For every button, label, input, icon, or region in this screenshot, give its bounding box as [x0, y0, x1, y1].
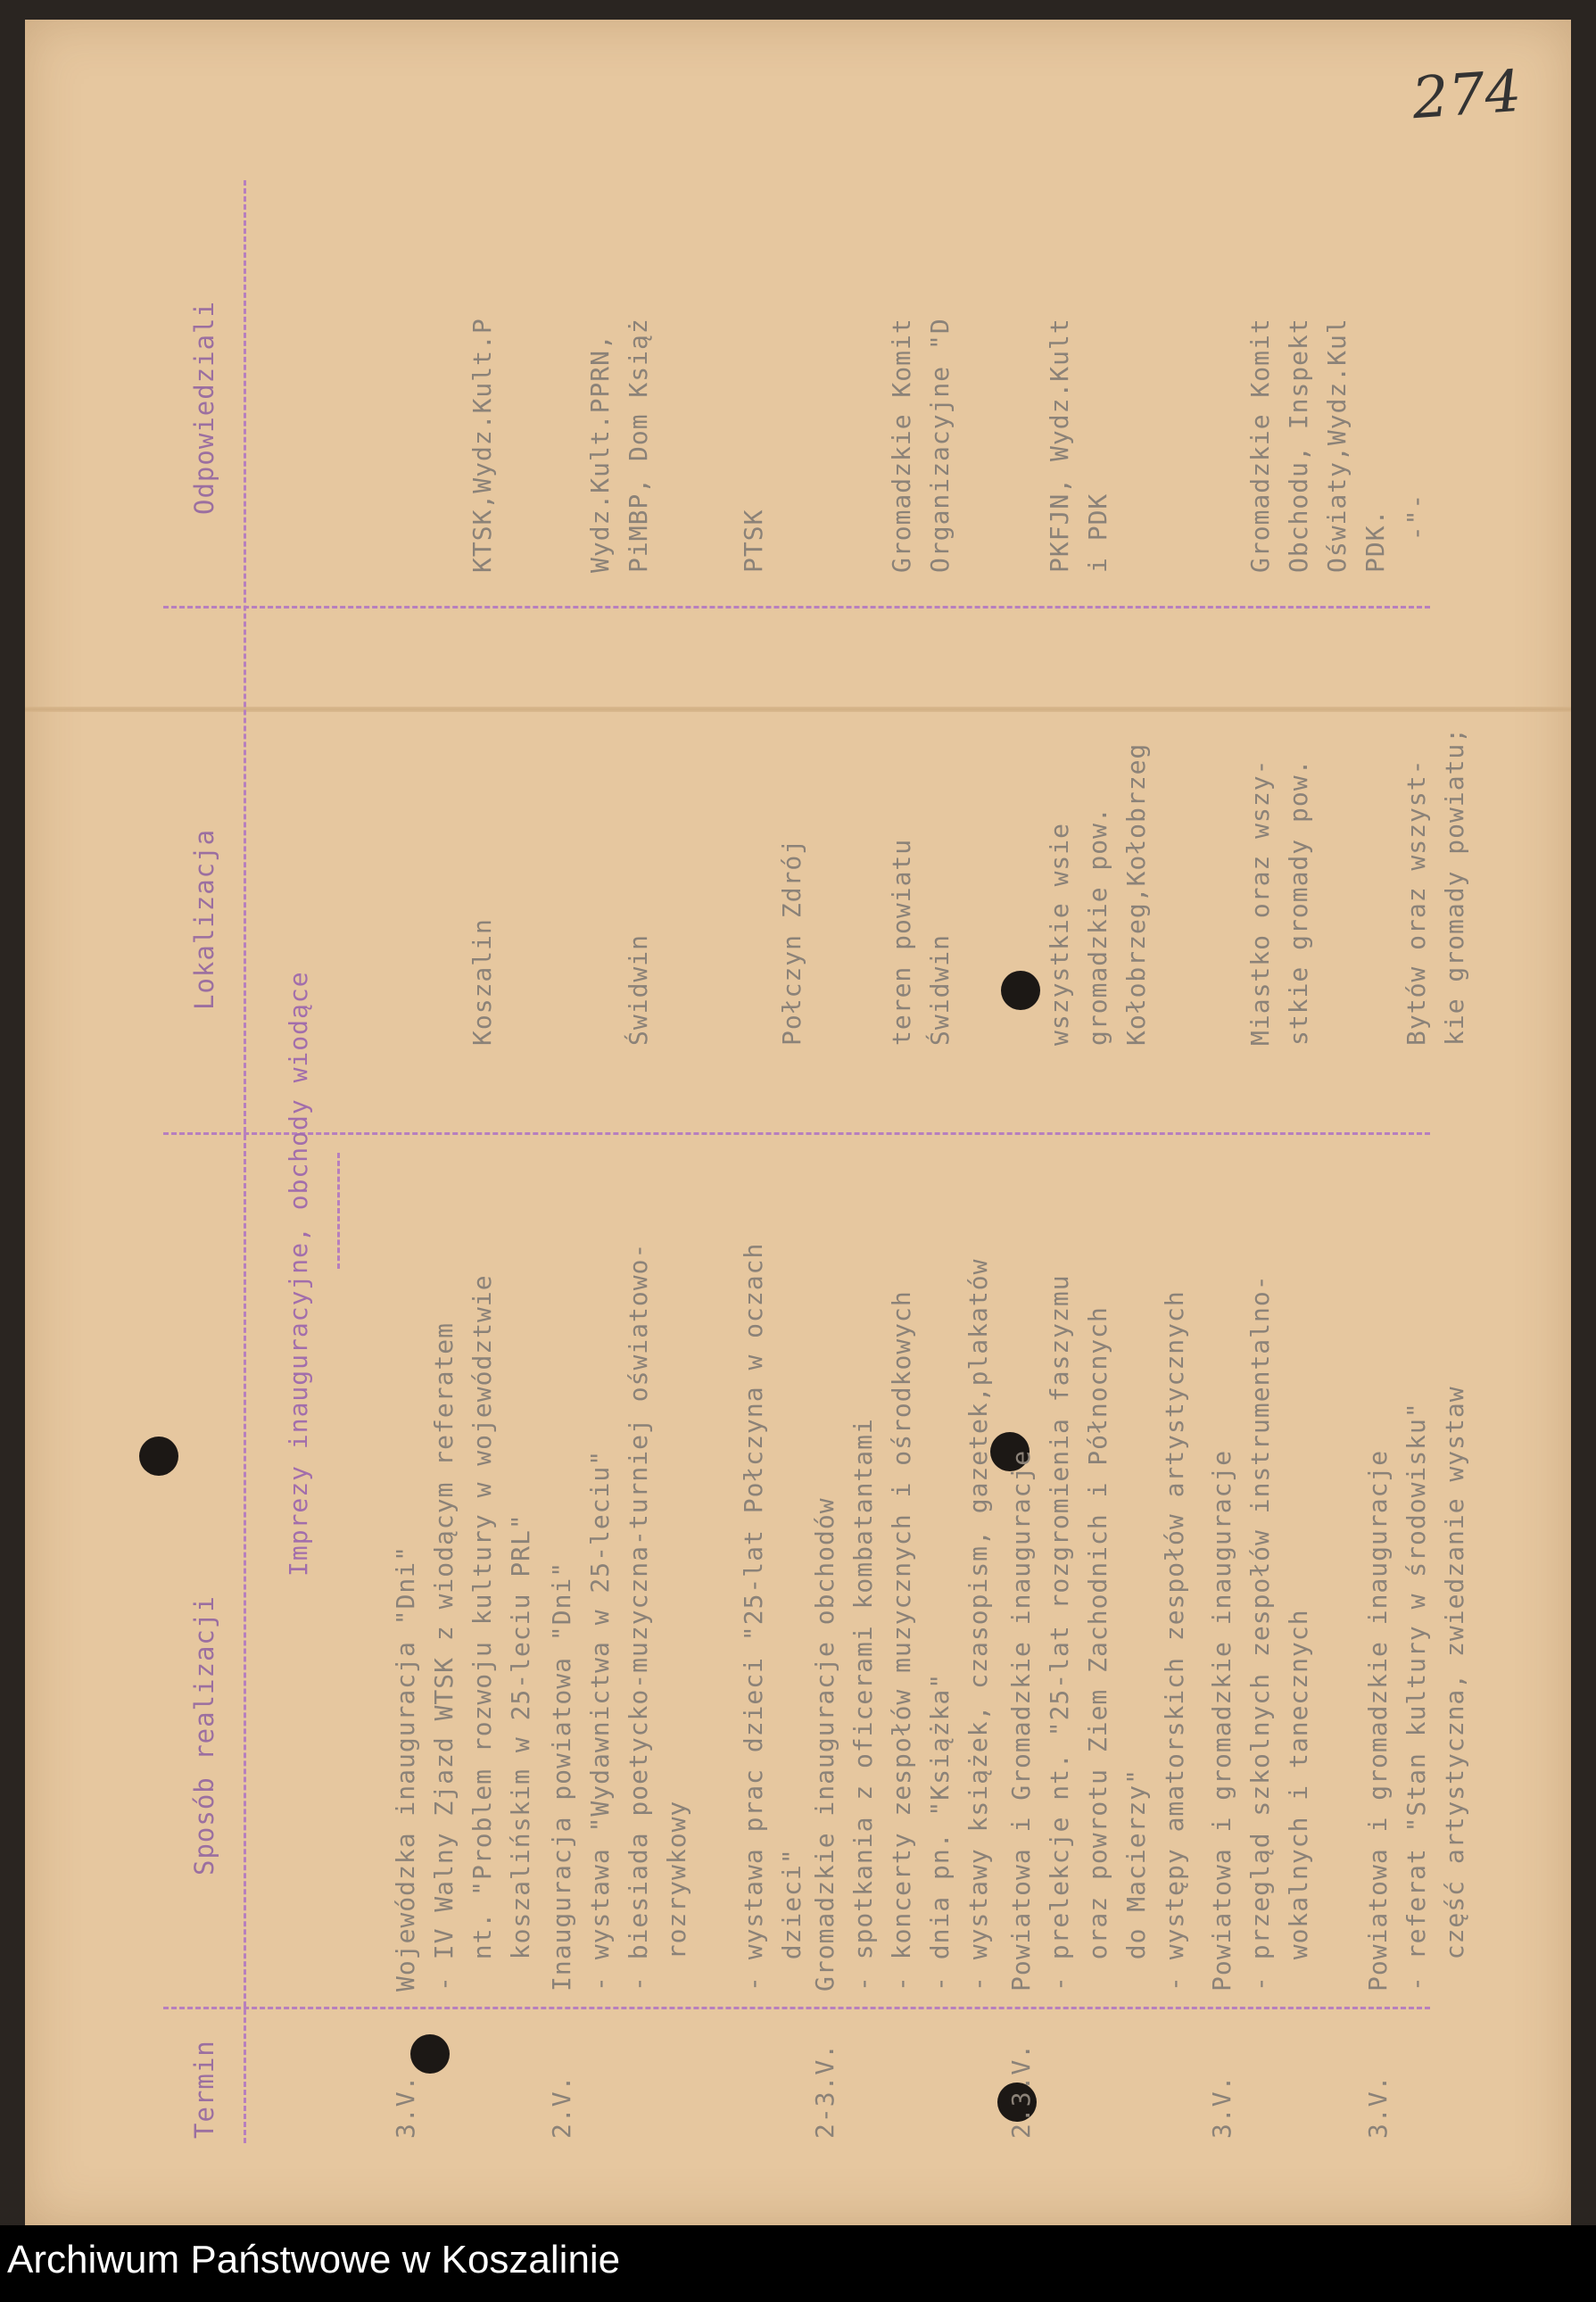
row-2-termin: 2.V. — [547, 2074, 576, 2139]
document-scan — [25, 20, 1571, 2225]
row-5-termin: 3.V. — [1207, 2074, 1236, 2139]
page-number: 274 — [1410, 58, 1524, 133]
archive-name: Archiwum Państwowe w Koszalinie — [7, 2238, 621, 2281]
row-6-sposob: Powiatowa i gromadzkie inauguracje - referat "Stan kultury w środowisku" część artystyczna, zwiedzanie wystaw — [1363, 1386, 1469, 1991]
header-sposob: Sposób realizacji — [189, 1595, 219, 1876]
row-2-odpowiedzialni: Wydz.Kult.PPRN, PiMBP, Dom Książ PTSK — [585, 318, 768, 573]
section-title: Imprezy inauguracyjne, obchody wiodące — [284, 971, 313, 1577]
row-2-lokalizacja: Świdwin Połczyn Zdrój — [624, 838, 806, 1046]
row-2-sposob: Inauguracja powiatowa "Dni" - wystawa "Wydawnictwa w 25-leciu" - biesiada poetycko-muzyczna-turniej oświatowo- rozrywkowy - wystawa prac dzieci "25-lat Połczyna w oczach dzieci" — [547, 1242, 806, 1991]
header-odpowiedzialni: Odpowiedziali — [189, 301, 219, 515]
header-termin: Termin — [189, 2040, 219, 2139]
row-1-lokalizacja: Koszalin — [467, 918, 497, 1046]
column-divider — [163, 2007, 1430, 2009]
row-5-lokalizacja: Miastko oraz wszy- stkie gromady pow. — [1245, 758, 1313, 1046]
row-3-lokalizacja: teren powiatu Świdwin — [887, 838, 955, 1046]
row-3-odpowiedzialni: Gromadzkie Komit Organizacyjne "D — [887, 318, 955, 573]
header-rule — [244, 180, 246, 2143]
row-4-odpowiedzialni: PKFJN, Wydz.Kult i PDK — [1045, 318, 1112, 573]
row-1-sposob: Wojewódzka inauguracja "Dni" - IV Walny Zjazd WTSK z wiodącym referatem nt. "Problem rozwoju kultury w województwie koszalińskim w 25-leciu PRL" — [391, 1274, 535, 1991]
archive-footer-bar — [0, 2225, 1596, 2302]
row-6-termin: 3.V. — [1363, 2074, 1393, 2139]
row-4-sposob: Powiatowa i Gromadzkie inauguracje - prelekcje nt. "25-lat rozgromienia faszyzmu oraz powrotu Ziem Zachodnich i Północnych do Macierzy" - występy amatorskich zespołów artystycznych — [1006, 1274, 1189, 1991]
row-3-termin: 2-3.V. — [810, 2042, 839, 2139]
row-3-sposob: Gromadzkie inauguracje obchodów - spotkania z oficerami kombatantami - koncerty zespołów muzycznych i ośrodkowych - dnia pn. "Książka" - wystawy książek, czasopism, gazetek,plakatów — [810, 1258, 993, 1991]
title-underline — [337, 1153, 340, 1269]
column-divider — [163, 1132, 1430, 1135]
header-lokalizacja: Lokalizacja — [189, 828, 219, 1010]
rotated-table — [163, 153, 1469, 2161]
row-5-odpowiedzialni: Gromadzkie Komit Obchodu, Inspekt Oświaty,Wydz.Kul PDK. — [1245, 318, 1390, 573]
row-6-odpowiedzialni: -"- — [1402, 493, 1431, 542]
row-1-termin: 3.V. — [391, 2074, 420, 2139]
row-1-odpowiedzialni: KTSK,Wydz.Kult.P — [467, 318, 497, 573]
column-divider — [163, 606, 1430, 609]
row-6-lokalizacja: Bytów oraz wszyst- kie gromady powiatu; — [1402, 726, 1469, 1046]
row-4-lokalizacja: wszystkie wsie gromadzkie pow. Kołobrzeg,Kołobrzeg — [1045, 742, 1151, 1046]
row-5-sposob: Powiatowa i gromadzkie inauguracje - przegląd szkolnych zespołów instrumentalno- wokalnych i tanecznych — [1207, 1274, 1313, 1991]
row-4-termin: 2.3.V. — [1006, 2042, 1036, 2139]
